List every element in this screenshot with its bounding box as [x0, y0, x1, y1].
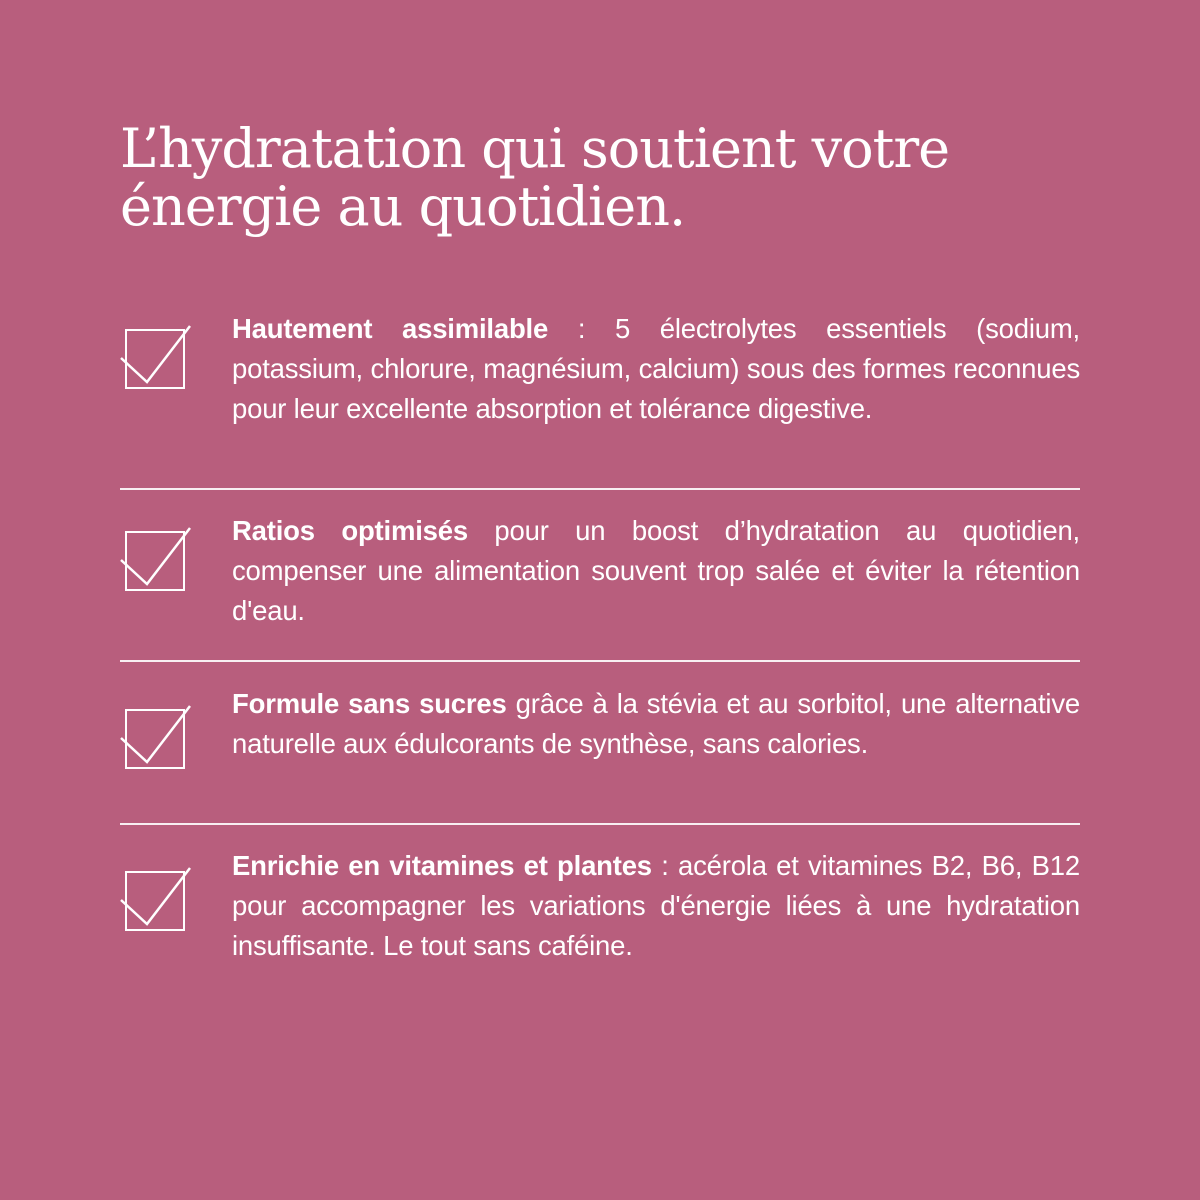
feature-description: pour un boost d’hydratation au quotidien, compenser une alimentation souvent trop salée et éviter la rétention d'eau. [232, 515, 1080, 626]
feature-title: Enrichie en vitamines et plantes [232, 850, 652, 881]
feature-title: Formule sans sucres [232, 688, 507, 719]
checkbox-checked-icon [120, 320, 192, 392]
feature-title: Hautement assimilable [232, 313, 549, 344]
divider [120, 488, 1080, 490]
feature-description: : 5 électrolytes essentiels (sodium, potassium, chlorure, magnésium, calcium) sous des formes reconnues pour leur excellente absorption et tolérance digestive. [232, 313, 1080, 424]
feature-description: grâce à la stévia et au sorbitol, une alternative naturelle aux édulcorants de synthèse, sans calories. [232, 688, 1080, 759]
feature-text [232, 511, 1080, 631]
feature-title: Ratios optimisés [232, 515, 468, 546]
checkbox-checked-icon [120, 700, 192, 772]
checkbox-checked-icon [120, 522, 192, 594]
headline [120, 117, 1080, 238]
feature-text [232, 309, 1080, 429]
feature-text [232, 684, 1080, 764]
headline-line-1: L’hydratation qui soutient votre [120, 117, 950, 180]
divider [120, 823, 1080, 825]
headline-line-2: énergie au quotidien. [120, 175, 686, 238]
feature-description: : acérola et vitamines B2, B6, B12 pour accompagner les variations d'énergie liées à une hydratation insuffisante. Le tout sans caféine. [232, 850, 1080, 961]
feature-text [232, 846, 1080, 966]
checkbox-checked-icon [120, 862, 192, 934]
divider [120, 660, 1080, 662]
